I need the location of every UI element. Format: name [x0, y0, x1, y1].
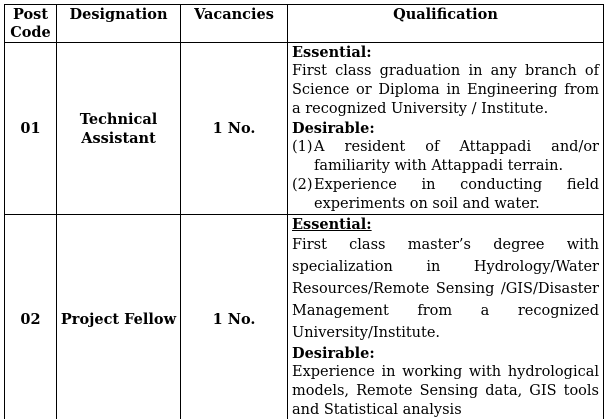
desirable-item	[292, 176, 599, 214]
table-header-row	[5, 5, 604, 43]
post-code-cell: 01	[5, 43, 57, 215]
designation-cell: Project Fellow	[57, 215, 181, 419]
vacancies-cell: 1 No.	[181, 43, 288, 215]
designation-cell: Technical Assistant	[57, 43, 181, 215]
post-code-cell: 02	[5, 215, 57, 419]
table-row	[5, 43, 604, 215]
qualification-cell	[288, 215, 604, 419]
qualification-cell	[288, 43, 604, 215]
header-vacancies: Vacancies	[181, 5, 288, 43]
desirable-label: Desirable:	[292, 345, 375, 362]
table-row	[5, 215, 604, 419]
header-designation: Designation	[57, 5, 181, 43]
vacancy-table	[4, 4, 604, 419]
desirable-item-number: (1)	[292, 139, 313, 155]
desirable-item-number: (2)	[292, 177, 313, 193]
header-qualification: Qualification	[288, 5, 604, 43]
essential-text: First class graduation in any branch of Science or Diploma in Engineering from a recognized University / Institute.	[292, 63, 599, 117]
vacancies-cell: 1 No.	[181, 215, 288, 419]
essential-label: Essential:	[292, 216, 372, 233]
essential-text: First class master’s degree with specialization in Hydrology/Water Resources/Remote Sensing /GIS/Disaster Management from a recognized University/Institute.	[292, 237, 599, 341]
desirable-item	[292, 138, 599, 176]
desirable-text: Experience in working with hydrological models, Remote Sensing data, GIS tools and Statistical analysis	[292, 364, 599, 418]
essential-label: Essential:	[292, 44, 372, 61]
desirable-item-text: A resident of Attappadi and/or familiarity with Attappadi terrain.	[314, 139, 599, 174]
desirable-label: Desirable:	[292, 120, 375, 137]
header-post-code: Post Code	[5, 5, 57, 43]
desirable-item-text: Experience in conducting field experiments on soil and water.	[314, 177, 599, 212]
